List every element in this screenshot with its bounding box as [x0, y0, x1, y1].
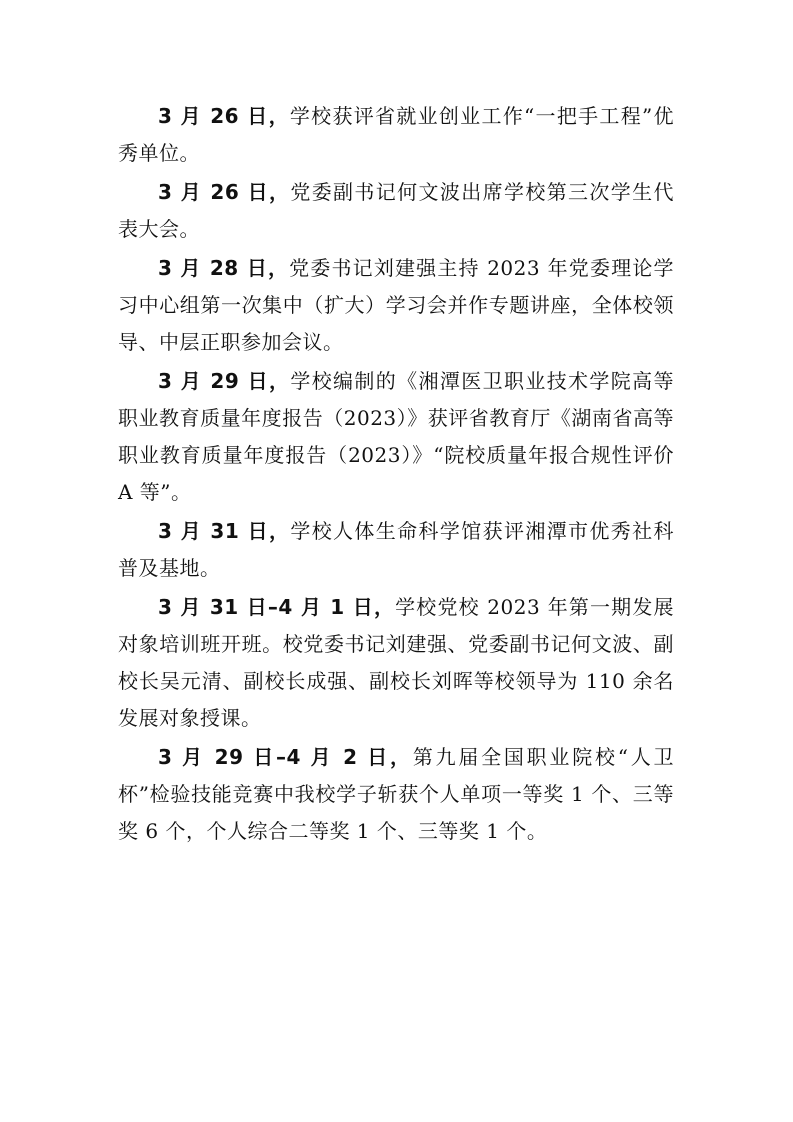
news-entry	[118, 513, 674, 587]
entry-text: 学校编制的《湘潭医卫职业技术学院高等职业教育质量年度报告（2023）》获评省教育厅《湖南省高等职业教育质量年度报告（2023）》“院校质量年报合规性评价 A 等”。	[118, 369, 675, 504]
entry-date: 3 月 31 日，	[158, 519, 291, 543]
entry-date: 3 月 29 日，	[158, 369, 291, 393]
entry-date: 3 月 26 日，	[158, 104, 290, 128]
news-entry	[118, 363, 674, 511]
entry-text: 学校人体生命科学馆获评湘潭市优秀社科普及基地。	[118, 519, 675, 580]
entry-text: 第九届全国职业院校“人卫杯”检验技能竞赛中我校学子斩获个人单项一等奖 1 个、三等奖 6 个，个人综合二等奖 1 个、三等奖 1 个。	[118, 745, 674, 843]
news-entry	[118, 98, 674, 172]
entry-text: 学校获评省就业创业工作“一把手工程”优秀单位。	[118, 104, 675, 165]
entry-text: 学校党校 2023 年第一期发展对象培训班开班。校党委书记刘建强、党委副书记何文波、副校长吴元清、副校长成强、副校长刘晖等校领导为 110 余名发展对象授课。	[118, 595, 674, 730]
news-entry	[118, 589, 674, 737]
news-entry	[118, 739, 674, 850]
entry-date: 3 月 28 日，	[158, 256, 290, 280]
document-body	[118, 98, 674, 850]
entry-date: 3 月 31 日–4 月 1 日，	[158, 595, 396, 619]
entry-date: 3 月 26 日，	[158, 180, 291, 204]
news-entry	[118, 174, 674, 248]
entry-text: 党委书记刘建强主持 2023 年党委理论学习中心组第一次集中（扩大）学习会并作专题讲座，全体校领导、中层正职参加会议。	[118, 256, 674, 354]
entry-text: 党委副书记何文波出席学校第三次学生代表大会。	[118, 180, 675, 241]
news-entry	[118, 250, 674, 361]
entry-date: 3 月 29 日–4 月 2 日，	[158, 745, 413, 769]
